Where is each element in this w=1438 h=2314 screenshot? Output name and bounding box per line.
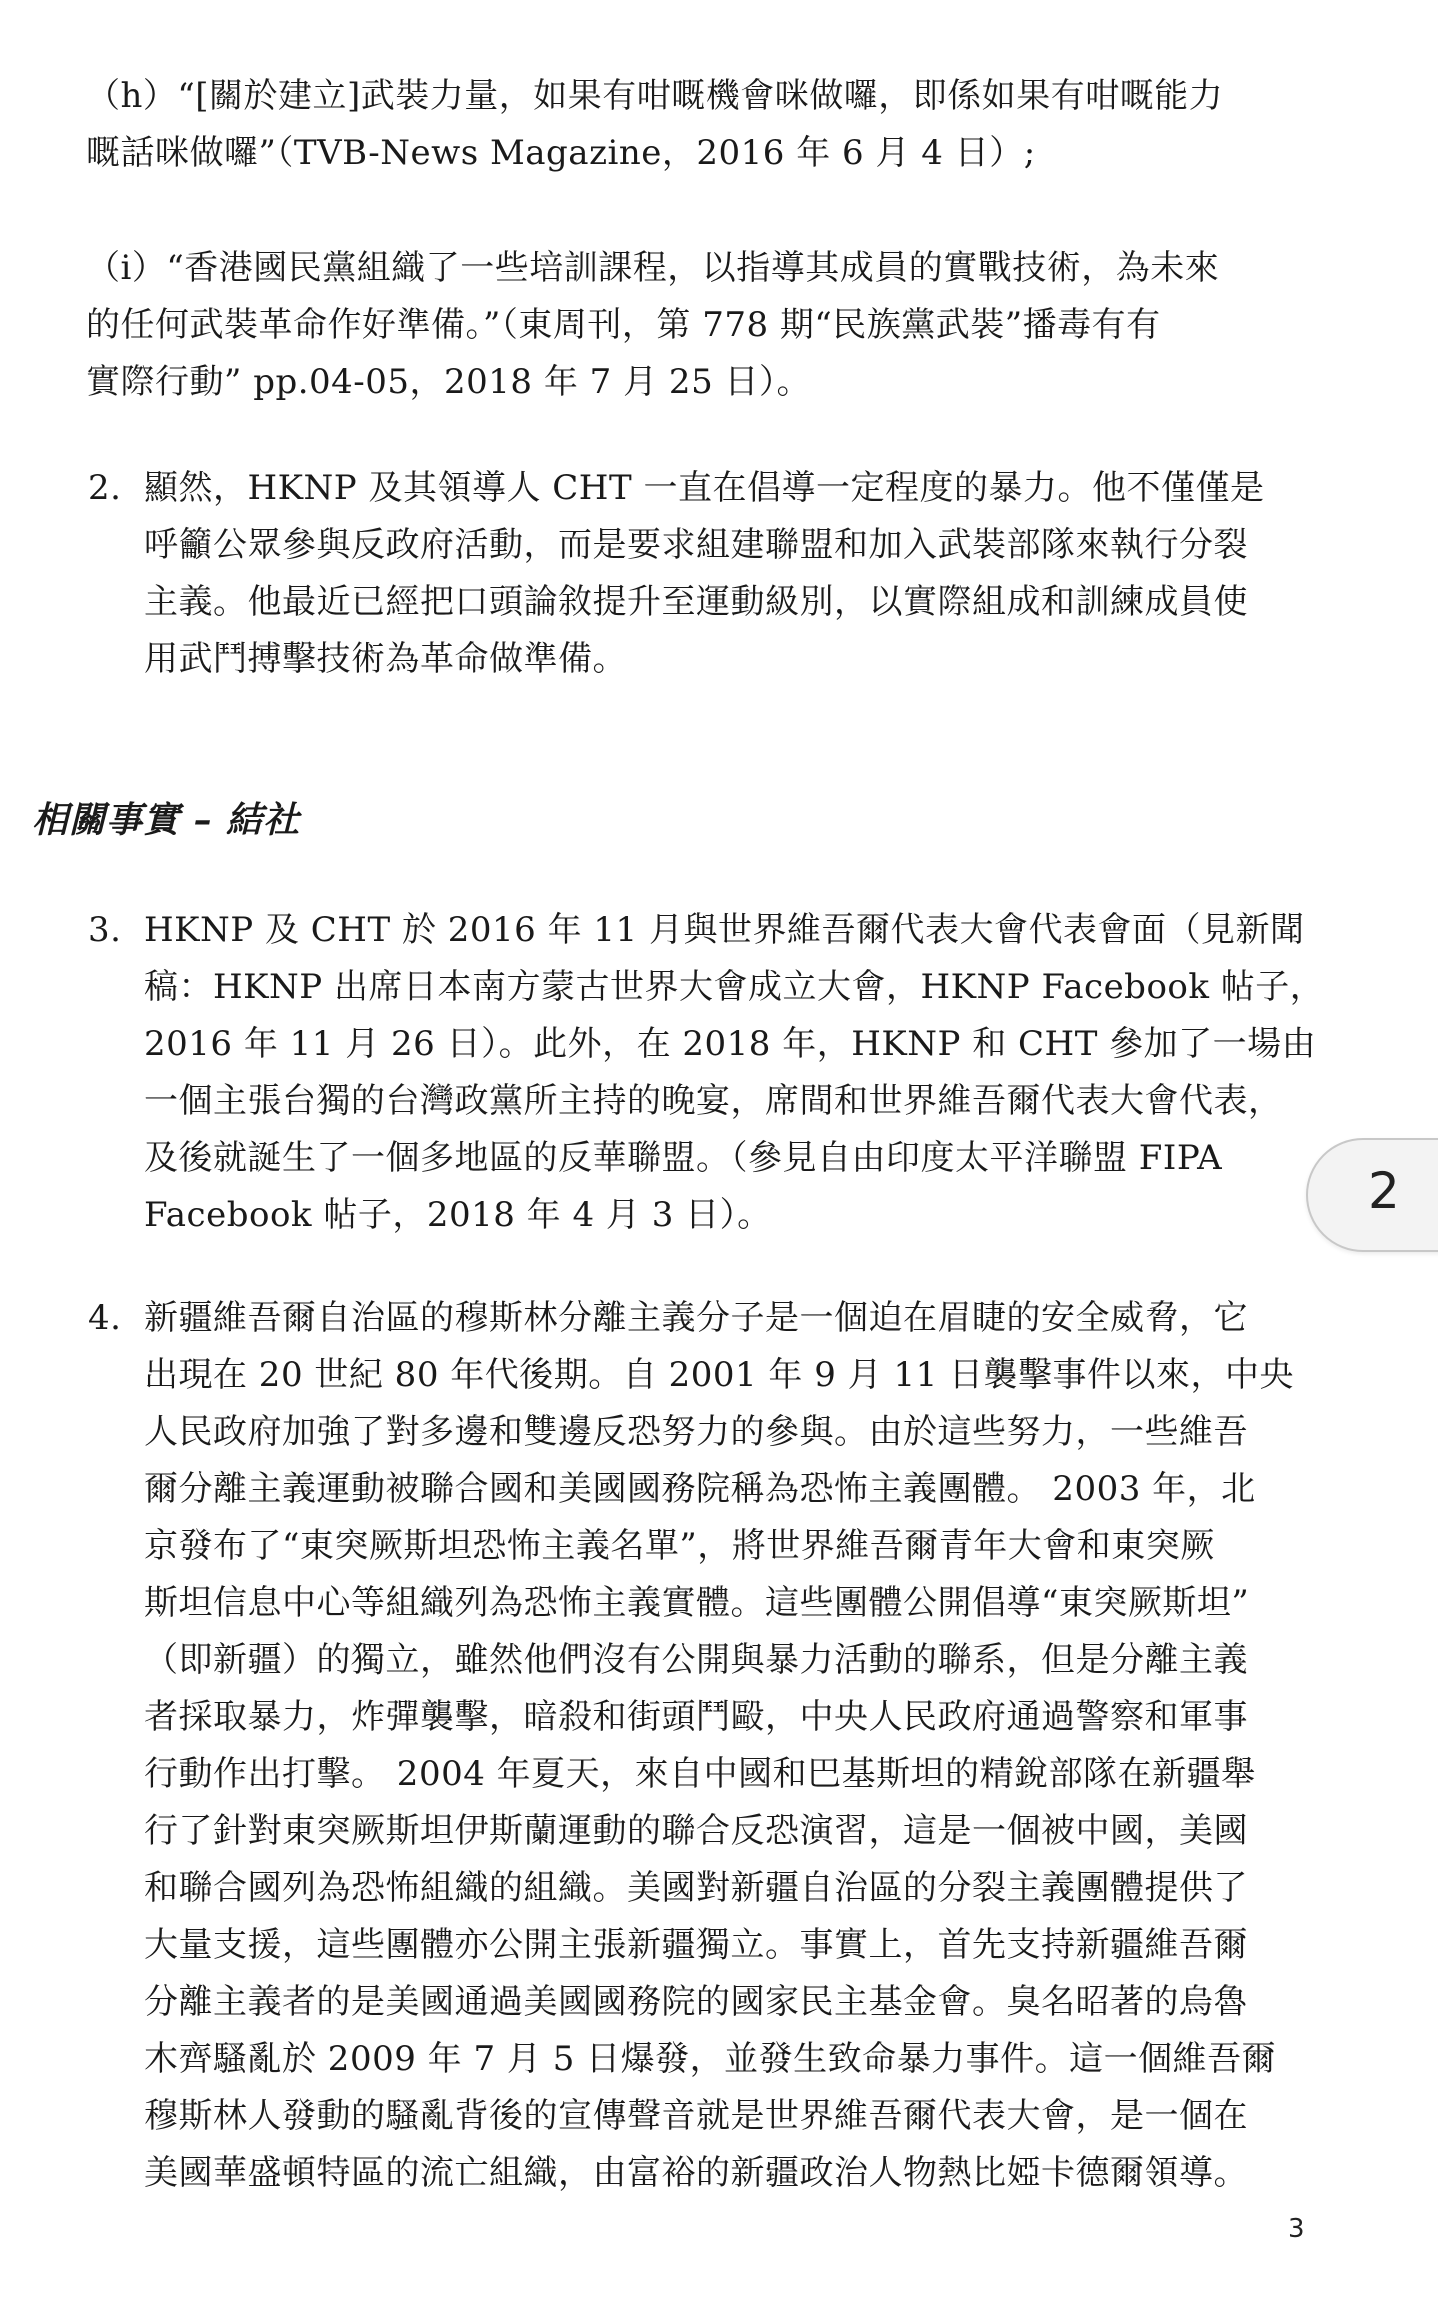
text-line: （即新疆）的獨立，雖然他們沒有公開與暴力活動的聯系，但是分離主義 <box>144 1640 1248 1680</box>
text-line: 的任何武裝革命作好準備。”（東周刊，第 778 期“民族黨武裝”播毒有有 <box>86 305 1161 345</box>
text-line: 美國華盛頓特區的流亡組織，由富裕的新疆政治人物熱比婭卡德爾領導。 <box>144 2153 1248 2193</box>
paragraph-number: 4. <box>88 1298 122 1338</box>
text-line: 出現在 20 世紀 80 年代後期。自 2001 年 9 月 11 日襲擊事件以來，中央 <box>144 1355 1295 1395</box>
text-line: 京發布了“東突厥斯坦恐怖主義名單”，將世界維吾爾青年大會和東突厥 <box>144 1526 1215 1566</box>
text-line: Facebook 帖子，2018 年 4 月 3 日）。 <box>144 1195 772 1235</box>
text-line: 顯然，HKNP 及其領導人 CHT 一直在倡導一定程度的暴力。他不僅僅是 <box>144 468 1265 508</box>
text-line: 行動作出打擊。 2004 年夏天，來自中國和巴基斯坦的精銳部隊在新疆舉 <box>144 1754 1256 1794</box>
text-line: 呼籲公眾參與反政府活動，而是要求組建聯盟和加入武裝部隊來執行分裂 <box>144 525 1248 565</box>
paragraph-number: 2. <box>88 468 122 508</box>
text-line: 爾分離主義運動被聯合國和美國國務院稱為恐怖主義團體。 2003 年，北 <box>144 1469 1256 1509</box>
paragraph-number: 3. <box>88 910 122 950</box>
text-line: 2016 年 11 月 26 日）。此外，在 2018 年，HKNP 和 CHT 參加了一場由 <box>144 1024 1317 1064</box>
text-line: 嘅話咪做囉”（TVB-News Magazine，2016 年 6 月 4 日）; <box>86 133 1036 173</box>
text-line: 穆斯林人發動的騷亂背後的宣傳聲音就是世界維吾爾代表大會，是一個在 <box>144 2096 1248 2136</box>
text-line: 主義。他最近已經把口頭論敘提升至運動級別，以實際組成和訓練成員使 <box>144 582 1248 622</box>
page-number: 3 <box>1288 2214 1305 2244</box>
text-line: 稿：HKNP 出席日本南方蒙古世界大會成立大會，HKNP Facebook 帖子， <box>144 967 1325 1007</box>
text-line: （h）“[關於建立]武裝力量，如果有咁嘅機會咪做囉，即係如果有咁嘅能力 <box>86 76 1224 116</box>
paragraph-body <box>144 902 1324 1244</box>
text-line: 者採取暴力，炸彈襲擊，暗殺和街頭鬥毆，中央人民政府通過警察和軍事 <box>144 1697 1248 1737</box>
text-line: 行了針對東突厥斯坦伊斯蘭運動的聯合反恐演習，這是一個被中國，美國 <box>144 1811 1248 1851</box>
text-line: 及後就誕生了一個多地區的反華聯盟。（參見自由印度太平洋聯盟 FIPA <box>144 1138 1223 1178</box>
paragraph-body <box>144 1290 1294 2202</box>
text-line: 斯坦信息中心等組織列為恐怖主義實體。這些團體公開倡導“東突厥斯坦” <box>144 1583 1250 1623</box>
text-line: 木齊騷亂於 2009 年 7 月 5 日爆發，並發生致命暴力事件。這一個維吾爾 <box>144 2039 1277 2079</box>
paragraph-body <box>144 460 1264 688</box>
quote-paragraph-i <box>86 240 1219 411</box>
text-line: 實際行動” pp.04-05，2018 年 7 月 25 日）。 <box>86 362 812 402</box>
text-line: 和聯合國列為恐怖組織的組織。美國對新疆自治區的分裂主義團體提供了 <box>144 1868 1248 1908</box>
text-line: 新疆維吾爾自治區的穆斯林分離主義分子是一個迫在眉睫的安全威脅，它 <box>144 1298 1248 1338</box>
text-line: 大量支援，這些團體亦公開主張新疆獨立。事實上，首先支持新疆維吾爾 <box>144 1925 1248 1965</box>
text-line: 分離主義者的是美國通過美國國務院的國家民主基金會。臭名昭著的烏魯 <box>144 1982 1248 2022</box>
quote-paragraph-h <box>86 68 1223 182</box>
section-heading: 相關事實 – 結社 <box>32 799 301 841</box>
text-line: 一個主張台獨的台灣政黨所主持的晚宴，席間和世界維吾爾代表大會代表， <box>144 1081 1283 1121</box>
page-indicator-tab[interactable] <box>1306 1138 1438 1252</box>
text-line: HKNP 及 CHT 於 2016 年 11 月與世界維吾爾代表大會代表會面（見新聞 <box>144 910 1305 950</box>
text-line: 用武鬥搏擊技術為革命做準備。 <box>144 639 627 679</box>
text-line: 人民政府加強了對多邊和雙邊反恐努力的參與。由於這些努力，一些維吾 <box>144 1412 1248 1452</box>
page-indicator-label: 2 <box>1368 1162 1400 1220</box>
text-line: （i）“香港國民黨組織了一些培訓課程，以指導其成員的實戰技術，為未來 <box>86 248 1220 288</box>
